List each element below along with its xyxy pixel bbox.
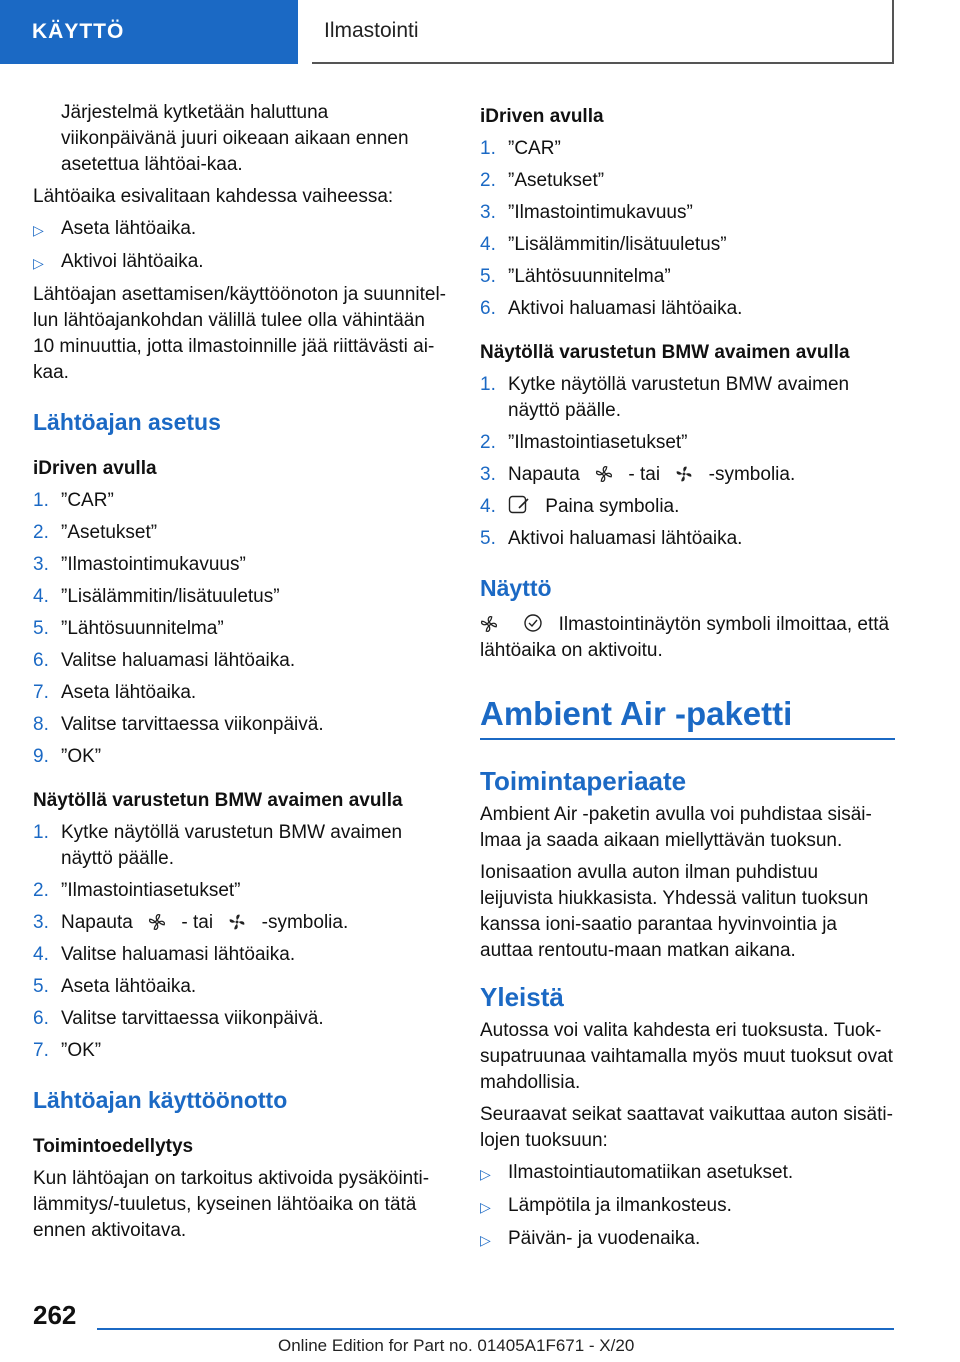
intro-text: Järjestelmä kytketään haluttuna viikonpäivänä juuri oikeaan aikaan ennen asetettua lähtöai-kaa. [61,102,409,175]
heading-set-departure: Lähtöajan asetus [33,409,221,435]
general-text-2: Seuraavat seikat saattavat vaikuttaa auton sisäti-lojen tuoksuun: [480,1104,893,1151]
list-item: 4. Valitse haluamasi lähtöaika. [33,944,296,965]
list-item: 2. ”Asetukset” [33,522,158,543]
list-item: ▷ Aktivoi lähtöaika. [33,249,448,276]
page-number: 262 [33,1300,77,1330]
triangle-bullet-icon: ▷ [33,222,44,238]
subheading-idrive: iDriven avulla [33,458,157,479]
list-item: 2. ”Ilmastointiasetukset” [480,432,688,453]
heading-general: Yleistä [480,982,564,1012]
subheading-idrive: iDriven avulla [480,106,604,127]
subheading-key: Näytöllä varustetun BMW avaimen avulla [480,342,850,363]
list-item: ▷ Aseta lähtöaika. [33,216,448,243]
requirement-text: Kun lähtöajan on tarkoitus aktivoida pysäköinti-lämmitys/-tuuletus, kyseinen lähtöaika on tätä ennen aktivoitava. [33,1168,430,1241]
heading-activate-departure: Lähtöajan käyttöönotto [33,1087,288,1113]
list-item: 3. Napauta - tai -symbolia. [33,912,349,933]
right-column [480,100,895,1259]
list-item: 2. ”Asetukset” [480,170,605,191]
list-item: 5. Aseta lähtöaika. [33,976,197,997]
list-item: 5. Aktivoi haluamasi lähtöaika. [480,528,743,549]
list-item: 6. Valitse haluamasi lähtöaika. [33,650,296,671]
fan-icon [480,615,498,633]
display-text: Ilmastointinäytön symboli ilmoittaa, että lähtöaika on aktivoitu. [480,614,890,661]
list-item: 1. Kytke näytöllä varustetun BMW avaimen näyttö päälle. [33,822,403,869]
chapter-title: Ilmastointi [312,0,894,64]
list-item: 8. Valitse tarvittaessa viikonpäivä. [33,714,324,735]
left-column [33,100,448,1250]
fan-icon [595,465,613,483]
list-item: 3. Napauta - tai -symbolia. [480,464,796,485]
heading-principle: Toimintaperiaate [480,766,687,796]
triangle-bullet-icon: ▷ [480,1166,491,1182]
principle-text-2: Ionisaation avulla auton ilman puhdistuu leijuvista hiukkasista. Yhdessä valitun tuoksun kanssa ioni-saatio parantaa hyvinvointia ja auttaa rentoutu-maan matkan aikana. [480,862,869,961]
list-item: 4. ”Lisälämmitin/lisätuuletus” [33,586,280,607]
list-item: 5. ”Lähtösuunnitelma” [33,618,224,639]
clock-check-icon [523,613,543,633]
general-text-1: Autossa voi valita kahdesta eri tuoksusta. Tuok-supatruunaa vaihtamalla myös muut tuoksut ovat mahdollisia. [480,1020,893,1093]
list-item: 6. Aktivoi haluamasi lähtöaika. [480,298,743,319]
list-item: 4. Paina symbolia. [480,496,680,517]
fan-filled-icon [228,913,246,931]
confirm-square-icon [508,495,530,515]
heading-display: Näyttö [480,575,552,601]
list-item: 3. ”Ilmastointimukavuus” [33,554,246,575]
footer-edition: Online Edition for Part no. 01405A1F671 - X/20 [278,1336,635,1355]
list-item: ▷ Päivän- ja vuodenaika. [480,1226,895,1253]
preselect-text: Lähtöaika esivalitaan kahdessa vaiheessa: [33,186,394,207]
list-item: 1. ”CAR” [33,490,114,511]
list-item: 4. ”Lisälämmitin/lisätuuletus” [480,234,727,255]
subheading-key: Näytöllä varustetun BMW avaimen avulla [33,790,403,811]
triangle-bullet-icon: ▷ [480,1199,491,1215]
list-item: 5. ”Lähtösuunnitelma” [480,266,671,287]
heading-ambient-air: Ambient Air -paketti [480,694,895,740]
list-item: ▷ Ilmastointiautomatiikan asetukset. [480,1160,895,1187]
list-item: 9. ”OK” [33,746,102,767]
list-item: ▷ Lämpötila ja ilmankosteus. [480,1193,895,1220]
list-item: 7. Aseta lähtöaika. [33,682,197,703]
list-item: 6. Valitse tarvittaessa viikonpäivä. [33,1008,324,1029]
fan-icon [148,913,166,931]
list-item: 3. ”Ilmastointimukavuus” [480,202,693,223]
section-tab[interactable]: KÄYTTÖ [0,0,298,64]
fan-filled-icon [675,465,693,483]
list-item: 1. Kytke näytöllä varustetun BMW avaimen näyttö päälle. [480,374,850,421]
triangle-bullet-icon: ▷ [480,1232,491,1248]
footer-rule [97,1328,894,1330]
list-item: 1. ”CAR” [480,138,561,159]
note-text: Lähtöajan asettamisen/käyttöönoton ja suunnitel-lun lähtöajankohdan välillä tulee olla vähintään 10 minuuttia, jotta ilmastoinnille jää riittävästi ai-kaa. [33,284,446,383]
list-item: 7. ”OK” [33,1040,102,1061]
principle-text-1: Ambient Air -paketin avulla voi puhdistaa sisäi-lmaa ja saada aikaan miellyttävän tuoksun. [480,804,872,851]
list-item: 2. ”Ilmastointiasetukset” [33,880,241,901]
subheading-requirement: Toimintoedellytys [33,1136,194,1157]
triangle-bullet-icon: ▷ [33,255,44,271]
